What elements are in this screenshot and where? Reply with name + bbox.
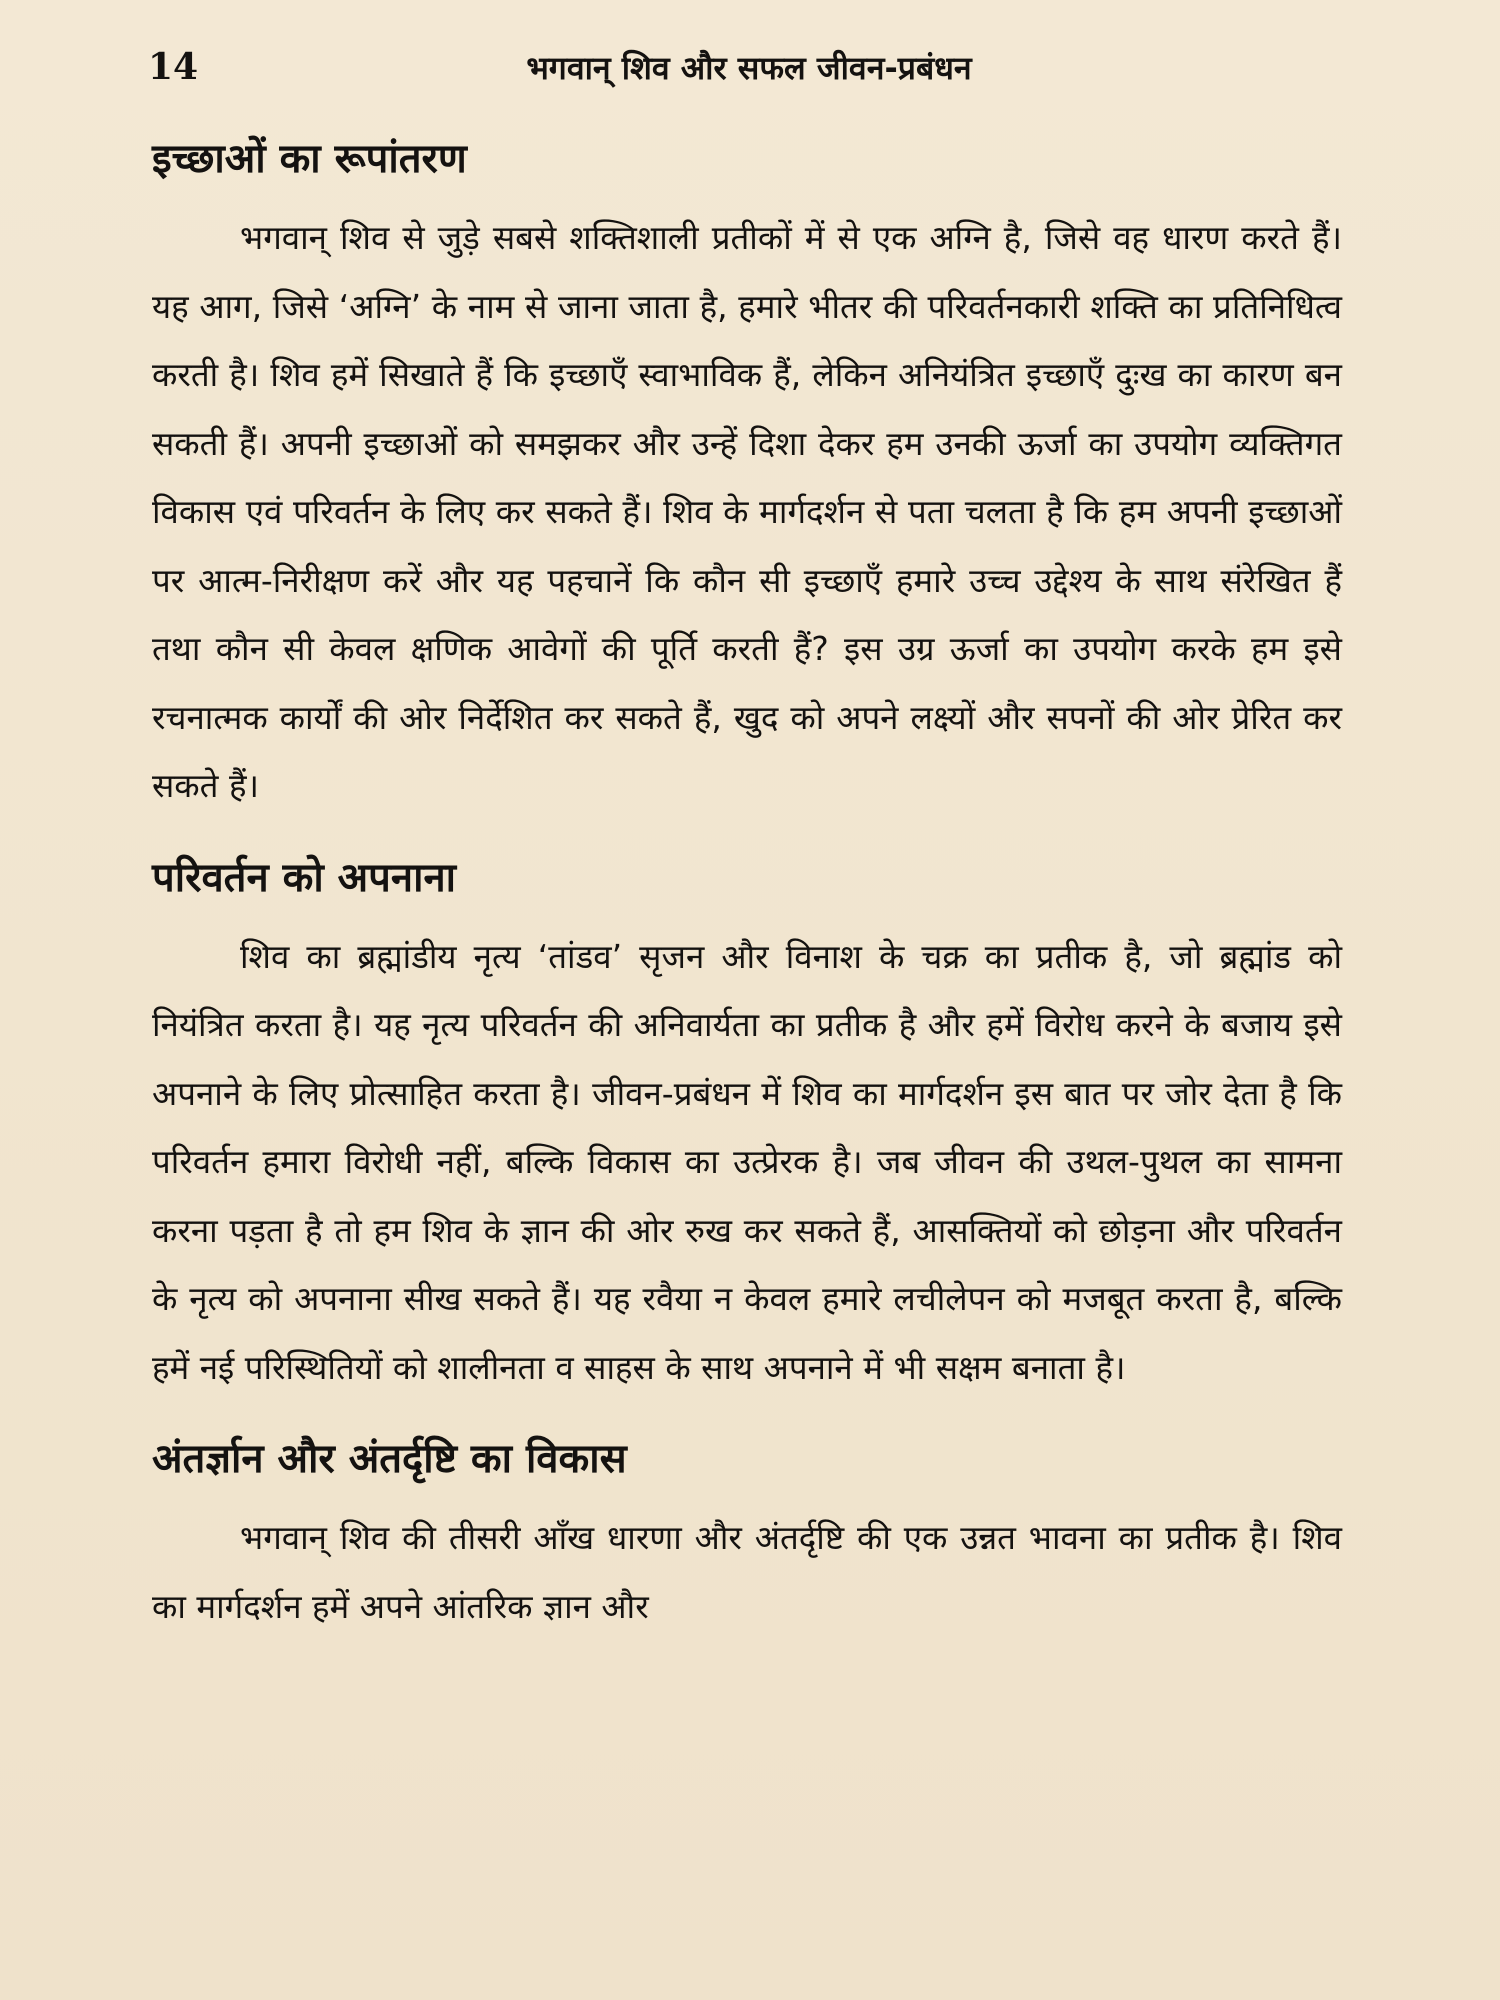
paragraph-intuition-insight: भगवान् शिव की तीसरी आँख धारणा और अंतर्दृष्टि की एक उन्नत भावना का प्रतीक है। शिव का मार्गदर्शन हमें अपने आंतरिक ज्ञान और bbox=[152, 1518, 1342, 1626]
section-heading-intuition-insight: अंतर्ज्ञान और अंतर्दृष्टि का विकास bbox=[152, 1436, 627, 1482]
section-heading-desire-transformation: इच्छाओं का रूपांतरण bbox=[152, 136, 467, 182]
page-number: 14 bbox=[148, 46, 199, 88]
section-heading-embracing-change: परिवर्तन को अपनाना bbox=[152, 854, 457, 901]
paragraph-embracing-change: शिव का ब्रह्मांडीय नृत्य ‘तांडव’ सृजन और विनाश के चक्र का प्रतीक है, जो ब्रह्मांड को नियंत्रित करता है। यह नृत्य परिवर्तन की अनिवार्यता का प्रतीक है और हमें विरोध करने के बजाय इसे अपनाने के लिए प्रोत्साहित करता है। जीवन-प्रबंधन में शिव का मार्गदर्शन इस बात पर जोर देता है कि परिवर्तन हमारा विरोधी नहीं, बल्कि विकास का उत्प्रेरक है। जब जीवन की उथल-पुथल का सामना करना पड़ता है तो हम शिव के ज्ञान की ओर रुख कर सकते हैं, आसक्तियों को छोड़ना और परिवर्तन के नृत्य को अपनाना सीख सकते हैं। यह रवैया न केवल हमारे लचीलेपन को मजबूत करता है, बल्कि हमें नई परिस्थितियों को शालीनता व साहस के साथ अपनाने में भी सक्षम बनाता है। bbox=[152, 936, 1342, 1387]
page-header bbox=[148, 38, 1350, 98]
page-body bbox=[152, 132, 1342, 1671]
running-title: भगवान् शिव और सफल जीवन-प्रबंधन bbox=[526, 49, 972, 87]
paragraph-desire-transformation: भगवान् शिव से जुड़े सबसे शक्तिशाली प्रतीकों में से एक अग्नि है, जिसे वह धारण करते हैं। यह आग, जिसे ‘अग्नि’ के नाम से जाना जाता है, हमारे भीतर की परिवर्तनकारी शक्ति का प्रतिनिधित्व करती है। शिव हमें सिखाते हैं कि इच्छाएँ स्वाभाविक हैं, लेकिन अनियंत्रित इच्छाएँ दुःख का कारण बन सकती हैं। अपनी इच्छाओं को समझकर और उन्हें दिशा देकर हम उनकी ऊर्जा का उपयोग व्यक्तिगत विकास एवं परिवर्तन के लिए कर सकते हैं। शिव के मार्गदर्शन से पता चलता है कि हम अपनी इच्छाओं पर आत्म-निरीक्षण करें और यह पहचानें कि कौन सी इच्छाएँ हमारे उच्च उद्देश्य के साथ संरेखित हैं तथा कौन सी केवल क्षणिक आवेगों की पूर्ति करती हैं? इस उग्र ऊर्जा का उपयोग करके हम इसे रचनात्मक कार्यों की ओर निर्देशित कर सकते हैं, खुद को अपने लक्ष्यों और सपनों की ओर प्रेरित कर सकते हैं। bbox=[152, 218, 1342, 805]
